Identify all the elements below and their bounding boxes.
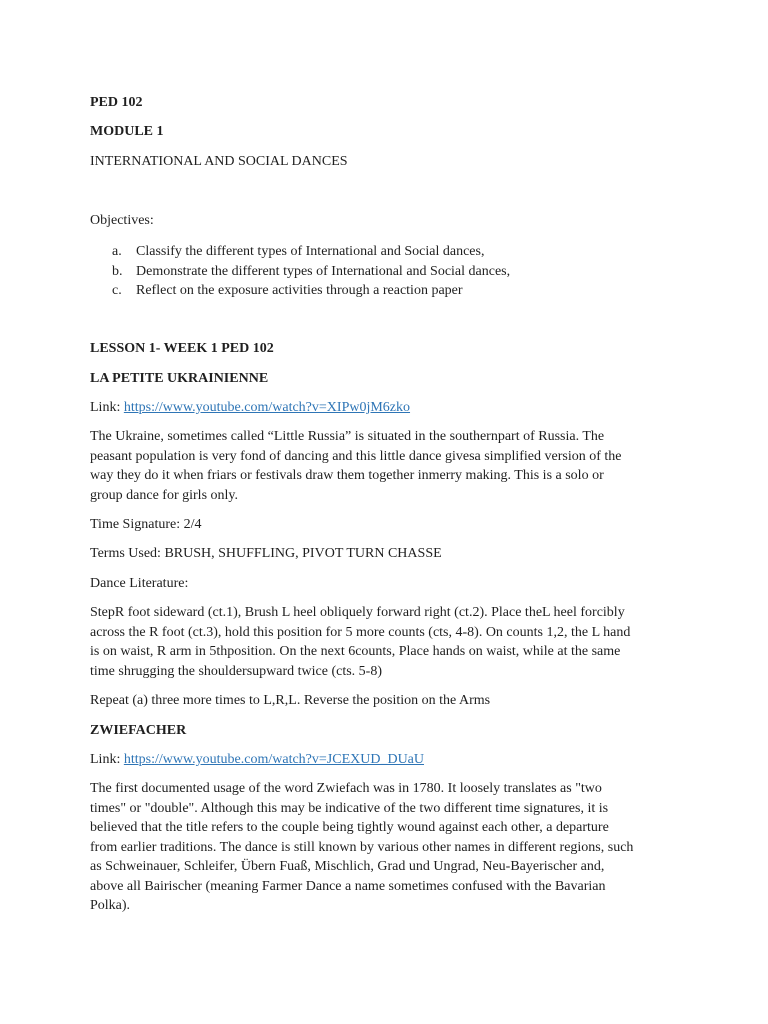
list-marker: b. — [112, 263, 123, 279]
youtube-link[interactable]: https://www.youtube.com/watch?v=JCEXUD_DUaU — [123, 752, 425, 767]
text-line: group dance for girls only. — [90, 487, 238, 503]
list-item — [90, 262, 510, 282]
objective-text: Reflect on the exposure activities through a reaction paper — [136, 283, 463, 298]
list-item — [90, 281, 510, 301]
terms-used: Terms Used: BRUSH, SHUFFLING, PIVOT TURN CHASSE — [90, 546, 442, 561]
text-line: is on waist, R arm in 5thposition. On the next 6counts, Place hands on waist, while at the same — [90, 644, 621, 659]
youtube-link[interactable]: https://www.youtube.com/watch?v=XIPw0jM6zko — [123, 400, 411, 415]
dance-title-ukrainienne: LA PETITE UKRAINIENNE — [90, 371, 269, 386]
description-paragraph — [90, 427, 686, 505]
document-title: INTERNATIONAL AND SOCIAL DANCES — [90, 154, 348, 169]
text-line: The first documented usage of the word Zwiefach was in 1780. It loosely translates as "two — [90, 781, 602, 796]
objectives-list — [90, 242, 510, 301]
list-marker: c. — [112, 283, 122, 298]
dance-title-zwiefacher: ZWIEFACHER — [90, 723, 187, 738]
steps-paragraph — [90, 603, 686, 681]
link-label: Link: — [90, 752, 124, 767]
link-line — [90, 750, 424, 770]
text-line: believed that the title refers to the couple being tightly wound against each other, a departure — [90, 820, 609, 835]
text-line: as Schweinauer, Schleifer, Übern Fuaß, Mischlich, Grad und Ungrad, Neu-Bayerischer and, — [90, 859, 605, 874]
objective-text: Demonstrate the different types of International and Social dances, — [136, 263, 511, 279]
text-line: Polka). — [90, 898, 131, 913]
link-label: Link: — [90, 400, 124, 415]
text-line: The Ukraine, sometimes called “Little Russia” is situated in the southernpart of Russia. The — [90, 429, 605, 444]
text-line: peasant population is very fond of dancing and this little dance givesa simplified version of the — [90, 448, 622, 464]
link-line — [90, 398, 410, 418]
lesson-heading: LESSON 1- WEEK 1 PED 102 — [90, 341, 274, 356]
text-line: StepR foot sideward (ct.1), Brush L heel obliquely forward right (ct.2). Place theL heel forcibly — [90, 605, 625, 620]
text-line: from earlier traditions. The dance is still known by various other names in different regions, such — [90, 839, 634, 855]
module-title: MODULE 1 — [90, 124, 164, 139]
list-item — [90, 242, 510, 262]
text-line: above all Bairischer (meaning Farmer Dance a name sometimes confused with the Bavarian — [90, 878, 606, 894]
objective-text: Classify the different types of International and Social dances, — [136, 244, 485, 259]
list-marker: a. — [112, 244, 122, 259]
repeat-instruction: Repeat (a) three more times to L,R,L. Reverse the position on the Arms — [90, 693, 491, 708]
course-code: PED 102 — [90, 95, 143, 110]
objectives-label: Objectives: — [90, 213, 154, 228]
text-line: way they do it when friars or festivals draw them together inmerry making. This is a solo or — [90, 468, 604, 483]
description-paragraph — [90, 779, 686, 916]
text-line: times" or "double". Although this may be indicative of the two different time signatures, it is — [90, 800, 609, 816]
dance-literature-label: Dance Literature: — [90, 576, 189, 591]
text-line: time shrugging the shouldersupward twice (cts. 5-8) — [90, 663, 382, 679]
time-signature: Time Signature: 2/4 — [90, 517, 202, 532]
text-line: across the R foot (ct.3), hold this position for 5 more counts (cts, 4-8). On counts 1,2, the L hand — [90, 624, 631, 640]
